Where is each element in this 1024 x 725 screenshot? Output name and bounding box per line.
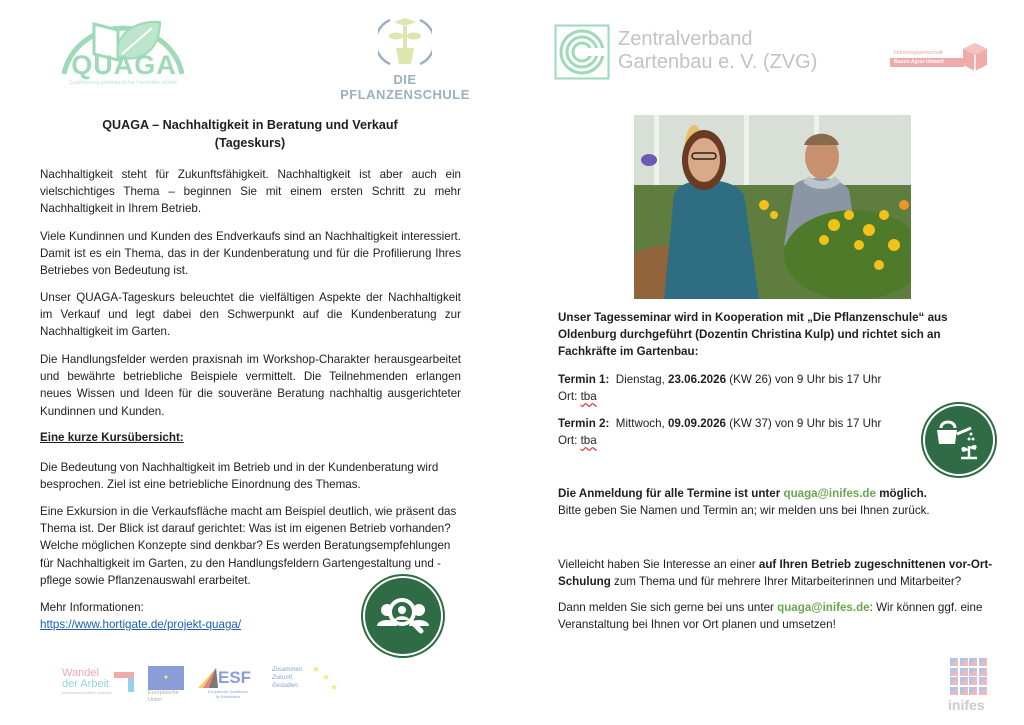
registration-note: Bitte geben Sie Namen und Termin an; wir melden uns bei Ihnen zurück. bbox=[558, 504, 930, 517]
plant-graduation-icon bbox=[378, 14, 432, 70]
termin-1-ort: tba bbox=[580, 390, 597, 404]
quaga-logo-name: QUAGA bbox=[71, 50, 177, 80]
overview-paragraph-2: Eine Exkursion in die Verkaufsfläche macht am Beispiel deutlich, wie präsent das Thema ist. Der Blick ist darauf gerichtet: Was ist im eigenen Betrieb vorhanden? Welche möglichen Konzepte sind denkbar? Es werden Beratungsempfehlungen für Nachhaltigkeit im Garten, zu den Handlungsfeldern Gartengestaltung und -pflege sowie Pflanzenauswahl erarbeitet. bbox=[40, 505, 457, 587]
termin-2-date: 09.09.2026 bbox=[667, 417, 727, 430]
star-icon: ★ bbox=[322, 672, 331, 682]
two-women-garden-photo bbox=[634, 115, 911, 299]
igbau-cube-icon bbox=[962, 42, 988, 72]
eu-logo bbox=[148, 666, 188, 712]
wandel-bar2-icon bbox=[128, 678, 134, 692]
quaga-logo bbox=[56, 12, 190, 90]
igbau-logo-line1: Industriegewerkschaft bbox=[894, 50, 943, 56]
eu-line1: Europäische bbox=[148, 690, 179, 696]
zvg-logo-line1: Zentralverband bbox=[618, 28, 753, 50]
zusammen-line2: Zukunft. bbox=[272, 675, 294, 681]
igbau-logo bbox=[890, 42, 990, 76]
people-search-icon bbox=[365, 578, 441, 654]
termin-2-ort-label: Ort: bbox=[558, 434, 578, 448]
esf-tagline1: Europäischer Sozialfonds bbox=[208, 690, 248, 694]
star-icon: ★ bbox=[312, 664, 321, 674]
zusammen-line1: Zusammen. bbox=[272, 667, 304, 673]
registration-line bbox=[558, 485, 988, 502]
project-link[interactable]: https://www.hortigate.de/projekt-quaga/ bbox=[40, 618, 242, 631]
termin-1-weekday: Dienstag, bbox=[615, 373, 665, 386]
termin-2-label: Termin 2: bbox=[558, 417, 610, 430]
page-title bbox=[40, 116, 460, 152]
pflanzenschule-logo-name: DIE PFLANZENSCHULE bbox=[340, 72, 470, 102]
overview-paragraph-1: Die Bedeutung von Nachhaltigkeit im Betrieb und in der Kundenberatung wird besprochen. Ziel ist eine betriebliche Einordnung des Themas. bbox=[40, 461, 439, 492]
wandel-line2: der Arbeit bbox=[62, 678, 110, 690]
course-focus-paragraph: Unser QUAGA-Tageskurs beleuchtet die vielfältigen Aspekte der Nachhaltigkeit im Verkauf und legt dabei den Schwerpunkt auf die Kundenberatung zur Nachhaltigkeit im Garten. bbox=[40, 291, 461, 339]
contact-paragraph bbox=[558, 599, 998, 633]
contact-text-start: Dann melden Sie sich gerne bei uns unter bbox=[558, 601, 774, 614]
termin-2-weekday: Mittwoch, bbox=[615, 417, 665, 430]
zvg-spiral-icon bbox=[554, 24, 610, 80]
watering-badge bbox=[925, 406, 993, 474]
termin-2-time: (KW 37) von 9 Uhr bis 17 Uhr bbox=[729, 417, 882, 430]
zusammen-line3: Gestalten. bbox=[272, 683, 300, 689]
esf-name: ESF bbox=[218, 668, 252, 687]
watering-can-plant-icon bbox=[925, 406, 993, 474]
wandel-tagline: sozialpartnerschaftlich gestalten bbox=[62, 691, 112, 695]
contact-email-link[interactable]: quaga@inifes.de bbox=[777, 601, 870, 614]
onsite-training-paragraph bbox=[558, 556, 998, 590]
onsite-text-end: zum Thema und für mehrere Ihrer Mitarbeiterinnen und Mitarbeiter? bbox=[614, 575, 962, 589]
registration-email-link[interactable]: quaga@inifes.de bbox=[783, 487, 876, 500]
zvg-logo bbox=[554, 24, 818, 80]
registration-text-end: möglich. bbox=[879, 487, 927, 500]
termin-1-date: 23.06.2026 bbox=[668, 373, 727, 386]
quaga-logo-tagline: Qualifizierung gartenbaulicher Fachkräfte sichern bbox=[68, 80, 178, 86]
wandel-line1: Wandel bbox=[62, 667, 99, 679]
termin-2 bbox=[558, 415, 918, 449]
termin-1 bbox=[558, 371, 918, 405]
inifes-logo bbox=[948, 658, 992, 718]
igbau-logo-line2: Bauen-Agrar-Umwelt bbox=[890, 58, 964, 67]
zusammen-logo bbox=[272, 666, 344, 700]
contact-text-end: : Wir können ggf. eine Veranstaltung bei Ihnen vor Ort planen und umsetzen! bbox=[558, 601, 983, 632]
eu-flag-icon: ✦ bbox=[148, 666, 184, 690]
esf-tagline2: für Deutschland bbox=[215, 695, 241, 699]
termin-2-ort: tba bbox=[580, 434, 597, 448]
title-line-2: (Tageskurs) bbox=[214, 136, 286, 150]
registration-text: Die Anmeldung für alle Termine ist unter bbox=[558, 487, 781, 500]
intro-paragraph: Nachhaltigkeit steht für Zukunftsfähigkeit. Nachhaltigkeit ist aber auch ein vielschichtiges Thema – beginnen Sie mit einem ersten Schritt zu mehr Nachhaltigkeit in Ihrem Betrieb. bbox=[40, 168, 461, 216]
termin-1-time: (KW 26) von 9 Uhr bis 17 Uhr bbox=[729, 373, 882, 386]
pflanzenschule-logo bbox=[340, 14, 470, 102]
cooperation-intro: Unser Tagesseminar wird in Kooperation mit „Die Pflanzenschule“ aus Oldenburg durchgeführt (Dozentin Christina Kulp) und richtet sich an Fachkräfte im Gartenbau: bbox=[558, 311, 948, 359]
star-icon: ★ bbox=[330, 682, 339, 692]
zvg-logo-line2: Gartenbau e. V. (ZVG) bbox=[618, 51, 818, 73]
termin-1-label: Termin 1: bbox=[558, 373, 610, 386]
title-line-1: QUAGA – Nachhaltigkeit in Beratung und Verkauf bbox=[102, 118, 398, 132]
workshop-paragraph: Die Handlungsfelder werden praxisnah im Workshop-Charakter herausgearbeitet und bewährte betriebliche Beispiele vermittelt. Die Teilnehmenden erlangen neues Wissen und Ideen für die souveräne Beratung nachhaltig ausgerichteter Kundinnen und Kunden. bbox=[40, 353, 461, 418]
hero-photo bbox=[634, 115, 911, 299]
customer-interest-paragraph: Viele Kundinnen und Kunden des Endverkaufs sind an Nachhaltigkeit interessiert. Damit ist es ein Thema, das in der Kundenberatung und für die Profilierung Ihres Betriebes von Bedeutung ist. bbox=[40, 230, 461, 278]
termin-1-ort-label: Ort: bbox=[558, 390, 578, 404]
more-info-label: Mehr Informationen: bbox=[40, 601, 144, 614]
esf-logo bbox=[196, 668, 260, 702]
onsite-text-start: Vielleicht haben Sie Interesse an einer bbox=[558, 558, 756, 571]
onsite-text-bold: auf Ihren Betrieb zugeschnittenen vor-Ort-Schulung bbox=[558, 558, 993, 589]
overview-heading: Eine kurze Kursübersicht: bbox=[40, 431, 184, 444]
inifes-name: inifes bbox=[948, 696, 985, 713]
esf-flag-wedge-icon bbox=[196, 668, 218, 688]
inifes-grid-icon bbox=[950, 658, 992, 695]
wandel-der-arbeit-logo bbox=[62, 668, 138, 704]
people-search-badge bbox=[365, 578, 441, 654]
eu-line2: Union bbox=[148, 697, 163, 703]
